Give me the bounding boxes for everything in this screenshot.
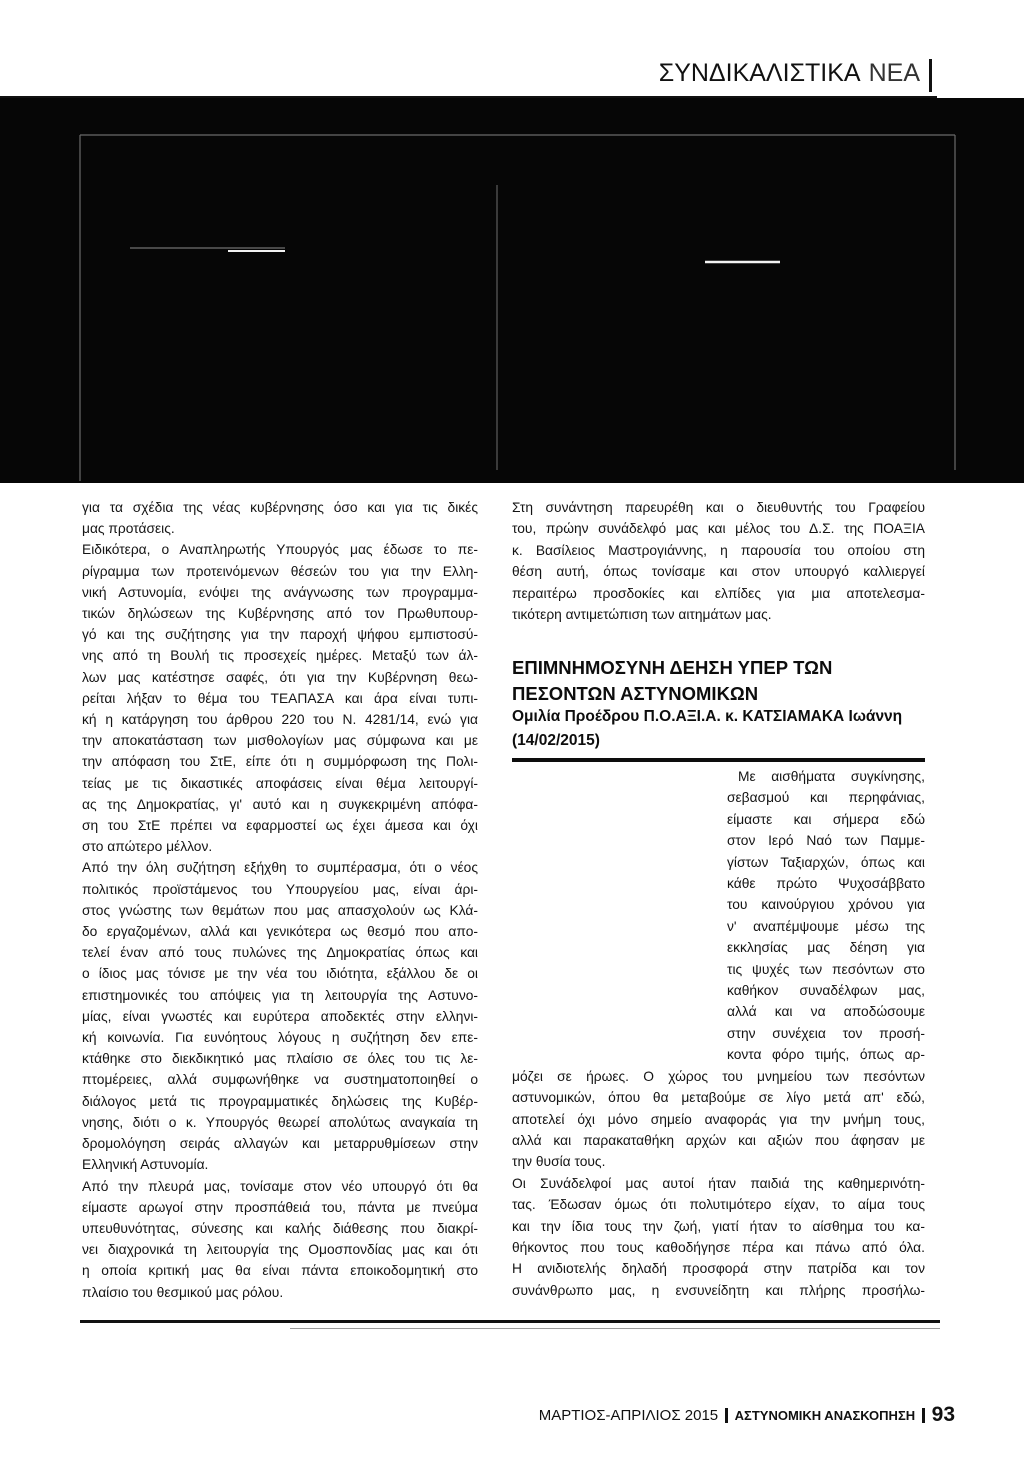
text-line: Η ανιδιοτελής δηλαδή προσφορά στην πατρίδα και τον [512, 1261, 925, 1277]
page-footer [539, 1402, 955, 1428]
text-line: συνάνθρωπο μας, η ενσυνείδητη και πλήρης προσήλω- [512, 1282, 925, 1298]
text-line: κάθε πρώτο Ψυχοσάββατο [727, 876, 925, 892]
text-line: νησης, διότι ο κ. Υπουργός θεωρεί απολύτως αναγκαία τη [82, 1114, 478, 1130]
photo [0, 98, 1024, 483]
text-line: είμαστε και σήμερα εδώ [727, 811, 925, 827]
text-line: για τα σχέδια της νέας κυβέρνησης όσο και για τις δικές [82, 500, 478, 515]
text-line: μόζει σε ήρωες. Ο χώρος του μνημείου των πεσόντων [512, 1068, 925, 1084]
article-heading-line: ΠΕΣΟΝΤΩΝ ΑΣΤΥΝΟΜΙΚΩΝ [512, 683, 759, 704]
text-line: την αποκατάσταση των μισθολογίων μας σύμφωνα και με [82, 733, 478, 749]
text-line: θήκοντος που τους καθοδήγησε πέρα και πάνω από όλα. [512, 1239, 925, 1255]
bottom-rule [80, 1320, 940, 1323]
text-line: κή κοινωνία. Για ευνόητους λόγους η συζήτηση δεν επε- [82, 1030, 478, 1046]
text-line: είμαστε αρωγοί στην προσπάθειά του, πάντα με πνεύμα [82, 1199, 478, 1215]
text-line: τις ψυχές των πεσόντων στο [727, 961, 925, 977]
paragraph [82, 1176, 478, 1303]
paragraph [82, 539, 478, 857]
text-line: και την ίδια τους την ζωή, γιατί ήταν το αίσθημα του κα- [512, 1218, 925, 1234]
paragraph [512, 497, 925, 625]
text-line: Στη συνάντηση παρευρέθη και ο διευθυντής του Γραφείου [512, 500, 925, 515]
text-line: την θυσία τους. [512, 1154, 606, 1170]
text-line: ρείται λήξαν το θέμα του ΤΕΑΠΑΣΑ και άρα είναι τυπι- [82, 690, 478, 706]
text-line: κοντα φόρο τιμής, όπως αρ- [727, 1047, 925, 1063]
text-line: εκκλησίας μας δέηση για [727, 940, 925, 956]
text-line: του, πρώην συνάδελφό μας και μέλος του Δ.Σ. της ΠΟΑΞΙΑ [512, 521, 925, 537]
memorial-speech-text [512, 766, 925, 1301]
text-line: Ειδικότερα, ο Αναπληρωτής Υπουργός μας έδωσε το πε- [82, 542, 478, 558]
text-line: η οποία κριτική μας θα είναι πάντα εποικοδομητική στο [82, 1263, 478, 1279]
article-subheading [512, 705, 925, 753]
text-line: στο απώτερο μέλλον. [82, 839, 213, 855]
paragraph [512, 766, 925, 1173]
speech-byline: Ομιλία Προέδρου Π.Ο.ΑΞΙ.Α. κ. ΚΑΤΣΙΑΜΑΚΑ Ιωάννη [512, 708, 903, 725]
text-line: ρίγραμμα των προτεινόμενων θέσεών του για την Ελλη- [82, 563, 478, 579]
speech-date: (14/02/2015) [512, 732, 600, 749]
magazine-title: ΑΣΤΥΝΟΜΙΚΗ ΑΝΑΣΚΟΠΗΣΗ [734, 1407, 916, 1423]
text-line: Οι Συνάδελφοί μας αυτοί ήταν παιδιά της καθημερινότη- [512, 1175, 925, 1191]
bottom-rule-thin [290, 1328, 940, 1329]
text-line: την απόφαση του ΣτΕ, είπε ότι η συμμόρφωση της Πολι- [82, 754, 478, 770]
text-line: θέση αυτή, όπως τονίσαμε και στον υπουργό καλλιεργεί [512, 564, 925, 580]
text-line: νει διαχρονικά τη λειτουργία της Ομοσπονδίας μας και ότι [82, 1242, 478, 1258]
text-line: ο ίδιος μας τόνισε με την νέα του ιδιότητα, εξάλλου δε οι [82, 966, 478, 982]
text-line: τικότερη αντιμετώπιση των αιτημάτων μας. [512, 607, 772, 623]
text-line: λων μας κατέστησε σαφές, ότι για την Κυβέρνηση θεω- [82, 669, 478, 685]
right-column-intro [512, 497, 925, 625]
article-heading-line: ΕΠΙΜΝΗΜΟΣΥΝΗ ΔΕΗΣΗ ΥΠΕΡ ΤΩΝ [512, 657, 833, 678]
text-line: στον Ιερό Ναό των Παμμε- [727, 833, 925, 849]
text-line: περαιτέρω προσδοκίες και ελπίδες για μια αποτελεσμα- [512, 585, 925, 601]
text-line: Με αισθήματα συγκίνησης, [738, 769, 925, 784]
text-line: τείας με τις δικαστικές αποφάσεις είναι θέμα λειτουργί- [82, 775, 478, 791]
text-line: αστυνομικών, όπου θα μεταβούμε σε λίγο μετά απ' εδώ, [512, 1090, 925, 1106]
text-line: πτομέρειες, αλλά συμφωνήθηκε να συστηματοποιηθεί ο [82, 1072, 478, 1088]
text-line: Από την πλευρά μας, τονίσαμε στον νέο υπουργό ότι θα [82, 1178, 478, 1194]
text-line: τας. Έδωσαν όμως ότι πολυτιμότερο είχαν, το αίμα τους [512, 1197, 925, 1213]
section-title-sub: ΝΕΑ [868, 59, 920, 87]
text-line: γίστων Ταξιαρχών, όπως και [727, 854, 925, 870]
text-line: μίας, είναι γνωστές και ευρύτερα αποδεκτές στην ελληνι- [82, 1008, 478, 1024]
text-line: καθήκον συναδέλφων μας, [727, 983, 925, 999]
text-line: αλλά και παρακαταθήκη αρχών και αξιών που άφησαν με [512, 1132, 925, 1148]
text-line: ση του ΣτΕ πρέπει να εφαρμοστεί ως έχει άμεσα και όχι [82, 818, 478, 834]
text-line: ας της Δημοκρατίας, γι' αυτό και η συγκεκριμένη απόφα- [82, 796, 478, 812]
text-line: στην συνέχεια τον προσή- [727, 1025, 925, 1041]
text-line: σεβασμού και περηφάνιας, [727, 790, 925, 806]
text-line: κτάθηκε στο διεκδικητικό μας πλαίσιο σε όλες του τις λε- [82, 1051, 478, 1067]
text-line: κ. Βασίλειος Μαστρογιάννης, η παρουσία του οποίου στη [512, 542, 925, 558]
heading-rule [512, 758, 925, 762]
text-line: κή η κατάργηση του άρθρου 220 του Ν. 4281/14, ενώ για [82, 712, 478, 728]
text-line: υπευθυνότητας, σύνεσης και καλής διάθεσης που διακρί- [82, 1220, 478, 1236]
text-line: δο εργαζομένων, αλλά και γενικότερα ως θεσμό που απο- [82, 924, 478, 940]
header-separator [929, 59, 932, 92]
text-line: επιστημονικές του απόψεις για τη λειτουργία της Αστυνο- [82, 987, 478, 1003]
article-heading [512, 655, 925, 707]
text-line: αποτελεί όχι μόνο σημείο αναφοράς για την μνήμη τους, [512, 1111, 925, 1127]
left-column [82, 497, 478, 1303]
text-line: Ελληνική Αστυνομία. [82, 1157, 209, 1173]
footer-separator [725, 1408, 728, 1423]
footer-separator [922, 1408, 925, 1423]
issue-date: ΜΑΡΤΙΟΣ-ΑΠΡΙΛΙΟΣ 2015 [538, 1406, 719, 1424]
paragraph [82, 497, 478, 539]
paragraph [512, 1173, 925, 1301]
text-line: νική Αστυνομία, ενόψει της ανάγνωσης των προγραμμα- [82, 584, 478, 600]
text-line: του καινούργιου χρόνου για [727, 897, 925, 913]
text-line: μας προτάσεις. [82, 521, 175, 537]
text-line: πλαίσιο του θεσμικού μας ρόλου. [82, 1284, 284, 1300]
text-line: δρομολόγηση σειράς αλλαγών και μεταρρυθμίσεων στην [82, 1136, 478, 1152]
text-line: Από την όλη συζήτηση εξήχθη το συμπέρασμα, ότι ο νέος [82, 860, 478, 876]
text-line: τελεί έναν από τους πυλώνες της Δημοκρατίας όπως και [82, 945, 478, 961]
text-line: πολιτικός προϊστάμενος του Υπουργείου μας, είναι άρι- [82, 881, 478, 897]
text-line: διάλογος μετά τις προγραμματικές δηλώσεις της Κυβέρ- [82, 1093, 478, 1109]
text-line: στος γνώστης των θεμάτων που μας απασχολούν ως Κλά- [82, 902, 478, 918]
page-number: 93 [931, 1403, 955, 1426]
text-line: νης από τη Βουλή τις προσεχείς ημέρες. Μεταξύ των άλ- [82, 648, 478, 664]
text-line: ν' αναπέμψουμε μέσω της [727, 918, 925, 934]
text-line: τικών δηλώσεων της Κυβέρνησης από τον Πρωθυπουρ- [82, 606, 478, 622]
photo-detail [0, 98, 1024, 483]
paragraph [82, 857, 478, 1175]
section-title [659, 56, 920, 90]
text-line: αλλά και να αποδώσουμε [727, 1004, 925, 1020]
text-line: γό και της συζήτησης για την παροχή ψήφου εμπιστοσύ- [82, 627, 478, 643]
section-title-main: ΣΥΝΔΙΚΑΛΙΣΤΙΚΑ [658, 59, 861, 87]
